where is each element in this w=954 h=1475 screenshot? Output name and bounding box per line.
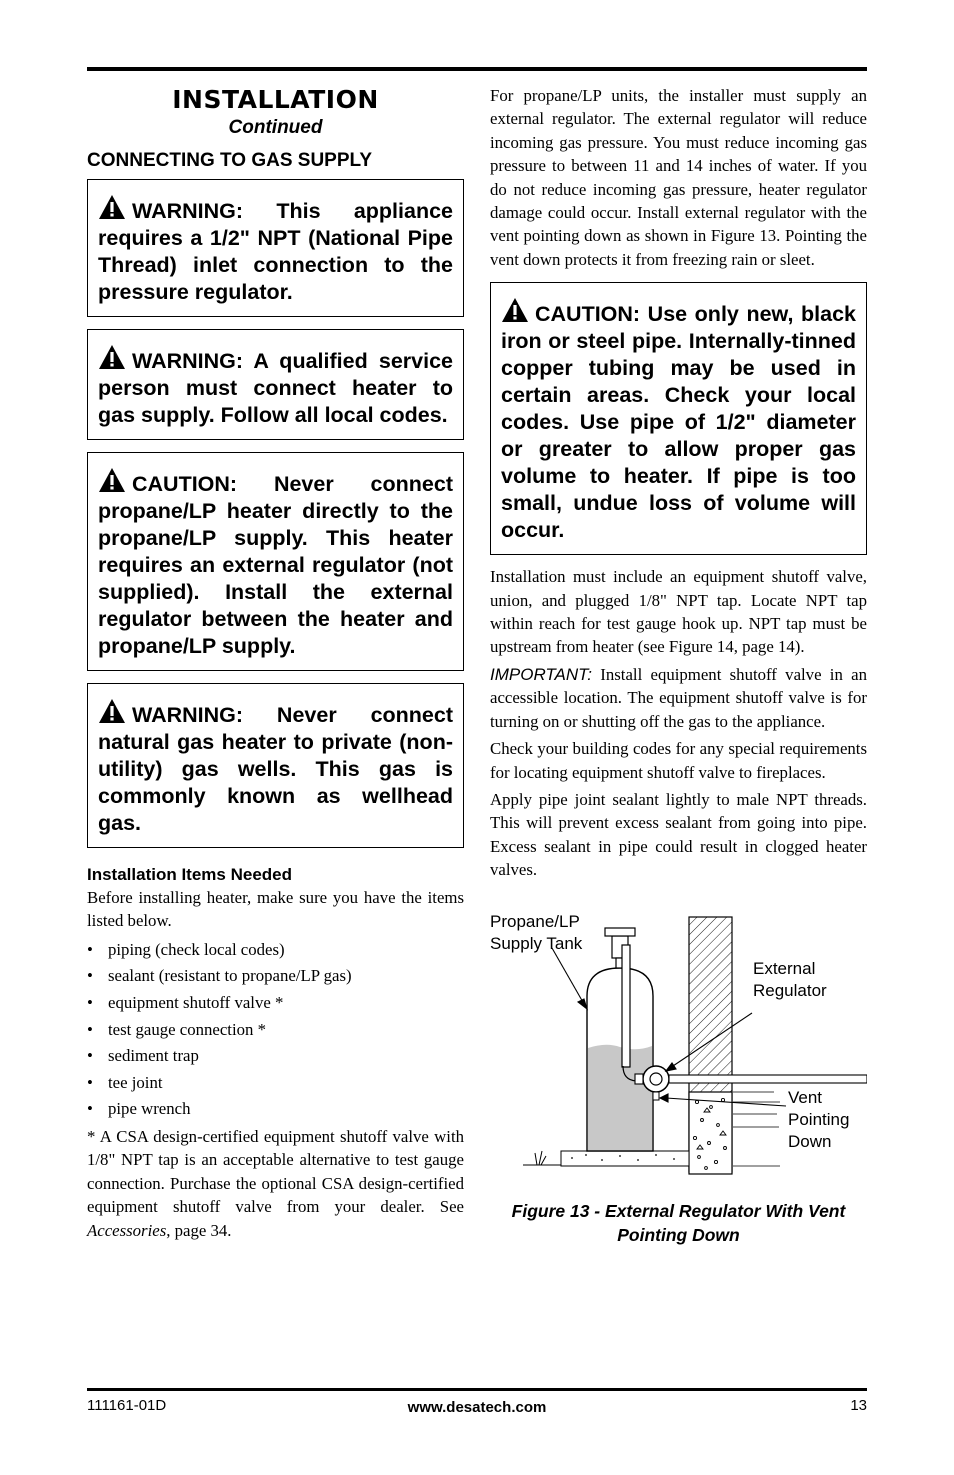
bottom-rule — [87, 1388, 867, 1391]
items-list — [87, 937, 464, 1123]
caption-line: Pointing Down — [617, 1224, 740, 1245]
tank-label — [490, 911, 582, 955]
regulator-label — [753, 958, 827, 1002]
top-rule — [87, 67, 867, 71]
items-needed-heading: Installation Items Needed — [87, 865, 292, 884]
figure-13 — [490, 906, 867, 1191]
vent-label-line: Down — [788, 1131, 832, 1151]
items-needed-intro: Before installing heater, make sure you have the items listed below. — [87, 888, 464, 931]
caution-box — [87, 452, 464, 671]
left-column — [87, 84, 464, 1242]
list-item: • sealant (resistant to propane/LP gas) — [87, 963, 464, 990]
list-item: • piping (check local codes) — [87, 937, 464, 964]
caption-line: Figure 13 - External Regulator With Vent — [511, 1200, 846, 1221]
vent-label-line: Vent — [788, 1087, 823, 1107]
list-item: • test gauge connection * — [87, 1017, 464, 1044]
shutoff-paragraph: Installation must include an equipment shutoff valve, union, and plugged 1/8" NPT tap. Locate NPT tap within reach for test gauge hook up. NPT tap must be upstream from heater (see Figure 14, page 14). — [490, 567, 867, 657]
important-label: IMPORTANT: — [490, 664, 592, 684]
warning-box — [87, 179, 464, 317]
vent-label-line: Pointing — [788, 1109, 850, 1129]
list-item: • pipe wrench — [87, 1096, 464, 1123]
page-title: INSTALLATION — [172, 85, 379, 114]
warning-box — [87, 329, 464, 440]
right-column — [490, 84, 867, 1247]
sealant-paragraph: Apply pipe joint sealant lightly to male NPT threads. This will prevent excess sealant from going into pipe. Excess sealant in pipe could result in clogged heater valves. — [490, 789, 867, 880]
vent-label — [788, 1087, 849, 1153]
footnote-text: * A CSA design-certified equipment shutoff valve with 1/8" NPT tap is an acceptable alternative to test gauge connection. Purchase the optional CSA design-certified equipment shutoff valve from your dealer. See — [87, 1126, 464, 1217]
warning-triangle-icon — [98, 698, 126, 724]
list-item: • equipment shutoff valve * — [87, 990, 464, 1017]
tank-label-line: Supply Tank — [490, 933, 583, 953]
footnote — [87, 1125, 464, 1242]
list-item: • sediment trap — [87, 1043, 464, 1070]
warning-text: WARNING: Never connect natural gas heater to private (non-utility) gas wells. This gas is commonly known as wellhead gas. — [98, 703, 453, 835]
caution-box — [490, 282, 867, 555]
building-codes-paragraph: Check your building codes for any special requirements for locating equipment shutoff valve to fireplaces. — [490, 739, 867, 782]
regulator-label-line: Regulator — [753, 980, 827, 1000]
website-link[interactable]: www.desatech.com — [407, 1399, 547, 1416]
warning-triangle-icon — [98, 344, 126, 370]
warning-text: WARNING: This appliance requires a 1/2" NPT (National Pipe Thread) inlet connection to the pressure regulator. — [98, 199, 453, 304]
warning-triangle-icon — [501, 297, 529, 323]
warning-box — [87, 683, 464, 848]
warning-triangle-icon — [98, 194, 126, 220]
regulator-label-line: External — [753, 958, 816, 978]
footnote-text-end: , page 34. — [166, 1220, 232, 1240]
doc-number: 111161-01D — [87, 1397, 167, 1414]
caution-text: CAUTION: Never connect propane/LP heater directly to the propane/LP supply. This heater requires an external regulator (not supplied). Install the external regulator between the heater and propane/LP supply. — [98, 472, 453, 658]
warning-text: WARNING: A qualified service person must connect heater to gas supply. Follow all local codes. — [98, 349, 453, 427]
page-number: 13 — [850, 1397, 867, 1414]
caution-text: CAUTION: Use only new, black iron or steel pipe. Internally-tinned copper tubing may be used in certain areas. Check your local codes. Use pipe of 1/2" diameter or greater to allow proper gas volume to heater. If pipe is too small, undue loss of volume will occur. — [501, 302, 856, 543]
important-text: Install equipment shutoff valve in an accessible location. The equipment shutoff valve is for turning on or shutting off the gas to the appliance. — [490, 664, 867, 731]
important-paragraph — [490, 663, 867, 733]
section-heading: CONNECTING TO GAS SUPPLY — [87, 150, 373, 171]
accessories-reference: Accessories — [87, 1220, 167, 1240]
page-subtitle: Continued — [228, 117, 323, 138]
warning-triangle-icon — [98, 467, 126, 493]
figure-caption — [490, 1199, 867, 1247]
tank-label-line: Propane/LP — [490, 911, 580, 931]
regulator-paragraph: For propane/LP units, the installer must supply an external regulator. The external regulator will reduce incoming gas pressure. You must reduce incoming gas pressure to between 11 and 14 inches of water. If you do not reduce incoming gas pressure, heater regulator damage could occur. Install external regulator with the vent pointing down as shown in Figure 13. Pointing the vent down protects it from freezing rain or sleet. — [490, 86, 867, 269]
list-item: • tee joint — [87, 1070, 464, 1097]
